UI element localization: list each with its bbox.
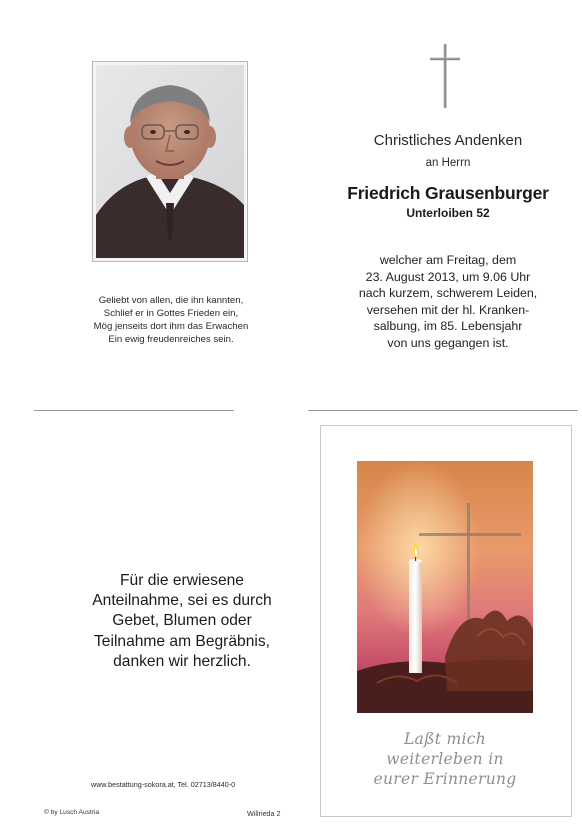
script-line: Laßt mich — [403, 730, 487, 748]
notice-line: salbung, im 85. Lebensjahr — [373, 319, 523, 334]
poem-line: Schlief er in Gottes Frieden ein, — [103, 308, 239, 319]
deceased-name: Friedrich Grausenburger — [347, 183, 549, 203]
heading-title: Christliches Andenken — [373, 132, 523, 149]
thanks-text — [64, 571, 300, 672]
divider — [34, 410, 234, 411]
candle-icon — [357, 461, 533, 713]
portrait-icon — [96, 65, 244, 258]
card-code: Willrieda 2 — [247, 809, 281, 818]
thanks-line: Anteilnahme, sei es durch — [92, 592, 272, 610]
thanks-line: Teilnahme am Begräbnis, — [94, 632, 270, 650]
thanks-line: Gebet, Blumen oder — [112, 612, 252, 630]
notice-line: versehen mit der hl. Kranken- — [366, 302, 530, 317]
notice-line: von uns gegangen ist. — [387, 335, 509, 350]
notice-line: 23. August 2013, um 9.06 Uhr — [365, 269, 531, 284]
thanks-line: Für die erwiesene — [120, 572, 244, 589]
divider — [308, 410, 578, 411]
poem-line: Mög jenseits dort ihm das Erwachen — [93, 321, 249, 332]
candle-cross-photo — [357, 461, 533, 713]
poem-line: Ein ewig freudenreiches sein. — [108, 334, 234, 345]
thanks-line: danken wir herzlich. — [113, 652, 251, 670]
script-line: weiterleben in — [386, 750, 504, 768]
script-line: eurer Erinnerung — [373, 770, 517, 788]
heading-salutation: an Herrn — [425, 157, 471, 169]
memorial-script — [340, 729, 550, 789]
death-notice — [338, 252, 558, 352]
poem — [60, 294, 282, 346]
poem-line: Geliebt von allen, die ihn kannten, — [98, 295, 244, 306]
deceased-address: Unterloiben 52 — [406, 206, 490, 220]
heading-block — [336, 132, 560, 220]
notice-line: nach kurzem, schwerem Leiden, — [358, 286, 538, 301]
copyright: © by Lusch Austria — [44, 809, 100, 816]
cross-icon — [428, 42, 462, 110]
notice-line: welcher am Freitag, dem — [379, 253, 517, 267]
portrait-photo — [92, 61, 248, 262]
website-contact: www.bestattung-sokora.at, Tel. 02713/8440-0 — [91, 780, 236, 789]
